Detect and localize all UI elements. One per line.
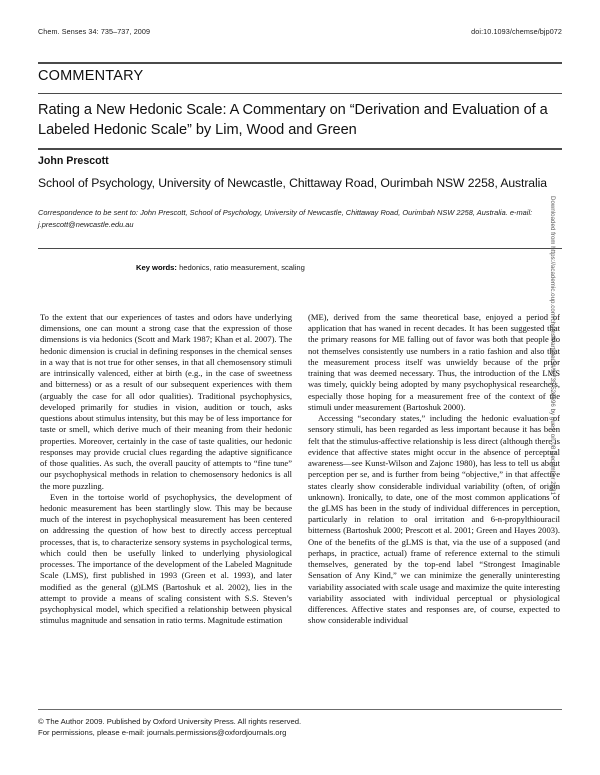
download-watermark: Downloaded from https://academic.oup.com/chemse/article/34/9/735/528696 by guest on 08 December 2021 xyxy=(549,196,556,496)
keywords-values: hedonics, ratio measurement, scaling xyxy=(179,263,305,272)
copyright-footer xyxy=(38,716,498,739)
doi-text: doi:10.1093/chemse/bjp072 xyxy=(471,27,562,36)
paragraph: (ME), derived from the same theoretical base, enjoyed a period of application that has waned in recent decades. It has been suggested that the primary reasons for ME falling out of favor was both that people do not themselves consistently use numbers in a ratio fashion and also that the measurement process itself was unwieldy because of the prior training that was deemed necessary. Thus, the introduction of the LMS was timely, quickly being adopted by many psychophysical researchers, especially those hoping for a measurement free of the context of the stimuli under measurement (Bartoshuk 2000). xyxy=(308,312,560,412)
permissions-line: For permissions, please e-mail: journals.permissions@oxfordjournals.org xyxy=(38,728,287,738)
keywords-line xyxy=(136,263,305,272)
rule-above-footer xyxy=(38,709,562,710)
running-head xyxy=(38,27,562,36)
paragraph: Even in the tortoise world of psychophysics, the development of hedonic measurement has been startlingly slow. This may be because much of the interest in psychophysical measurement has been centered on addressing the question of how best to directly access perceptual processes, that is, to characterize sensory systems in psychological terms, which could then be usefully linked to underlying physiological processes. The importance of the development of the Labeled Magnitude Scale (LMS), first published in 1993 (Green et al. 1993), and later modified as the general (g)LMS (Bartoshuk et al. 2002), lies in the attempt to provide a means of scaling consistent with S.S. Steven’s psychophysical model, which specified a relationship between physical stimulus magnitude and sensation in ratio terms. Magnitude estimation xyxy=(40,491,292,626)
correspondence-note: Correspondence to be sent to: John Prescott, School of Psychology, University of Newcastle, Chittaway Road, Ourimbah NSW 2258, Australia. e-mail: j.prescott@newcastle.edu.au xyxy=(38,208,533,229)
body-column-left xyxy=(40,312,292,627)
journal-citation: Chem. Senses 34: 735–737, 2009 xyxy=(38,27,151,36)
paragraph: To the extent that our experiences of tastes and odors have underlying dimensions, one can mount a strong case that the expression of those dimensions is via hedonics (Scott and Mark 1987; Khan et al. 2007). The hedonic dimension is crucial in defining responses in the chemical senses in a way that is not true for other senses, in that all chemosensory stimuli are intrinsically valenced, either at birth (e.g., in the case of sweetness and bitterness) or as a result of our subsequent experiences with them (arguably the case for all odor qualities). Traditional psychophysics, developed primarily for studies in vision, audition or touch, asks questions about stimulus intensity, but this may be of less importance for taste or smell, which derive much of their meaning from their hedonic properties. Moreover, certainly in the case of taste qualities, our hedonic responses may provide crucial clues regarding the adaptive significance of those qualities. As such, the overall paucity of attempts to “fine tune” our psychophysical methods in relation to chemosensory hedonics is all the more puzzling. xyxy=(40,312,292,491)
paragraph: Accessing “secondary states,” including the hedonic evaluation of sensory stimuli, has been regarded as less important because it has been felt that the stimulus-affective relationship is less direct (although there is evidence that affective states might occur in the absence of perceptual awareness—see Kunst-Wilson and Zajonc 1980), has less to tell us about perception per se, and is further from being “objective,” in that affective states clearly show considerable individual variability (often, of origin unknown). Ironically, to date, one of the most common applications of the gLMS has been in the study of individual differences in perception, particularly in relation to oral irritation and 6-n-propylthiouracil bitterness (Bartoshuk 2000; Prescott et al. 2001; Green and Hayes 2003). One of the benefits of the gLMS is that, via the use of a supposed (and perhaps, in practice, actual) frame of reference external to the stimuli themselves, generated by the top-end label “Strongest Imaginable Sensation of Any Kind,” we can minimize the generally uninteresting variability associated with scale usage and maximize the quite interesting variability associated with individual perceptual or physiological differences. Affective states and responses are, of course, expected to show considerable individual xyxy=(308,413,560,626)
rule-below-correspondence xyxy=(38,248,562,249)
author-affiliation: School of Psychology, University of Newcastle, Chittaway Road, Ourimbah NSW 2258, Australia xyxy=(38,176,547,190)
section-label: COMMENTARY xyxy=(38,68,144,84)
page-title: Rating a New Hedonic Scale: A Commentary on “Derivation and Evaluation of a Labeled Hedonic Scale” by Lim, Wood and Green xyxy=(38,102,548,138)
rule-below-title xyxy=(38,148,562,150)
copyright-line: © The Author 2009. Published by Oxford University Press. All rights reserved. xyxy=(38,717,302,726)
rule-above-section-label xyxy=(38,62,562,64)
keywords-label: Key words: xyxy=(136,263,177,272)
author-name: John Prescott xyxy=(38,155,109,167)
rule-below-section-label xyxy=(38,93,562,94)
body-column-right xyxy=(308,312,560,627)
